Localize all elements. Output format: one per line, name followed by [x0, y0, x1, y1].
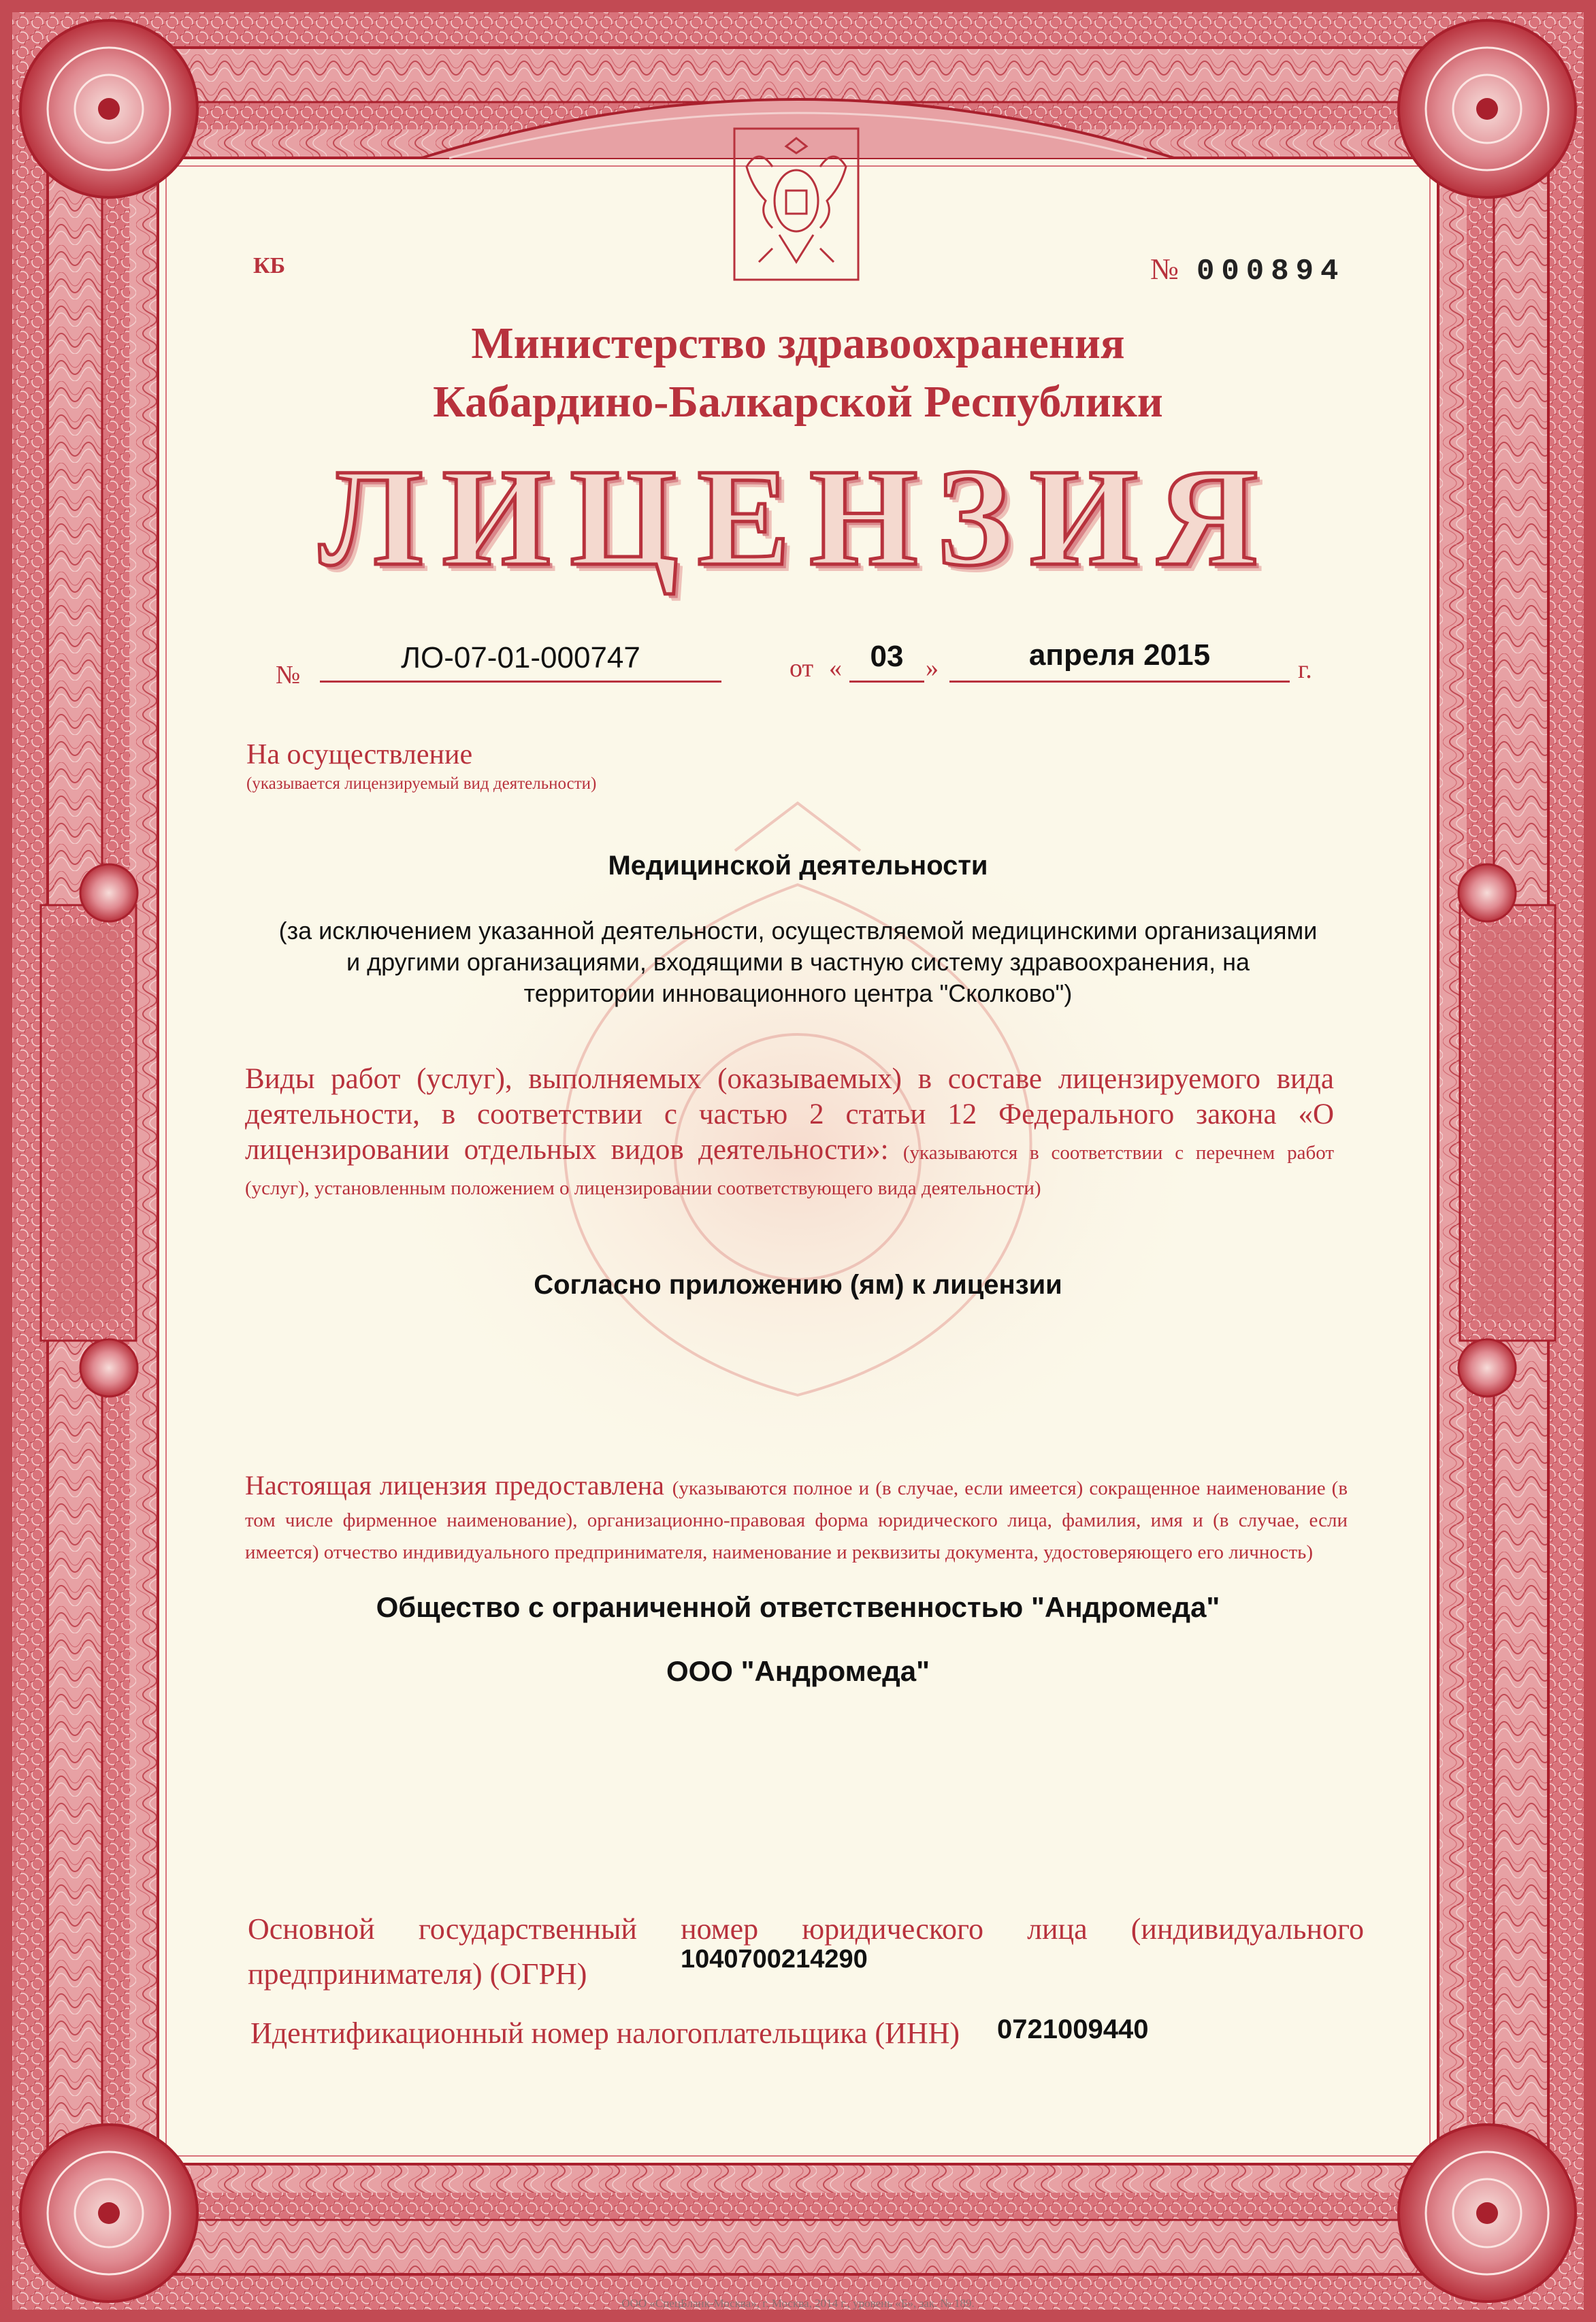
- authority-line-1: Министерство здравоохранения: [471, 318, 1125, 368]
- license-number: ЛО-07-01-000747: [401, 641, 640, 674]
- document-title: ЛИЦЕНЗИЯ: [319, 440, 1277, 595]
- blank-number: [1150, 252, 1345, 289]
- date-from-label: от: [789, 654, 814, 683]
- blank-number-value: 000894: [1196, 255, 1346, 289]
- day-underline: [849, 681, 924, 683]
- license-month-year: апреля 2015: [1028, 638, 1211, 672]
- date-quote-open: «: [829, 654, 842, 683]
- activity-description-line-1: (за исключением указанной деятельности, осуществляемой медицинскими организациями: [278, 917, 1318, 945]
- authority-line-2: Кабардино-Балкарской Республики: [433, 377, 1163, 427]
- ogrn-label: Основной государственный номер юридического лица (индивидуального предпринимателя) (ОГРН): [248, 1912, 1364, 1991]
- licensed-activity: Медицинской деятельности: [608, 851, 988, 881]
- grant-label: Настоящая лицензия предоставлена: [245, 1470, 664, 1501]
- license-number-underline: [320, 681, 721, 683]
- organization-full-name: Общество с ограниченной ответственностью "Андромеда": [376, 1591, 1220, 1623]
- purpose-label: На осуществление: [246, 739, 473, 770]
- purpose-hint: (указывается лицензируемый вид деятельности): [246, 774, 597, 793]
- inn-label: Идентификационный номер налогоплательщика (ИНН): [250, 2016, 960, 2050]
- works-section: [245, 1062, 1334, 1203]
- activity-description-line-2: и другими организациями, входящими в частную систему здравоохранения, на: [346, 948, 1250, 976]
- works-hint: (указываются в соответствии с перечнем работ (услуг), установленным положением о лицензировании соответствующего вида деятельности): [245, 1142, 1334, 1199]
- blank-series: КБ: [253, 253, 286, 278]
- blank-number-sign: №: [1150, 252, 1180, 286]
- works-label: Виды работ (услуг), выполняемых (оказываемых) в составе лицензируемого вида деятельности, в соответствии с частью 2 статьи 12 Федерального закона «О лицензировании отдельных видов деятельности»:: [245, 1063, 1334, 1166]
- license-number-label: №: [276, 661, 301, 689]
- organization-short-name: ООО "Андромеда": [666, 1655, 930, 1687]
- ogrn-value: 1040700214290: [681, 1945, 868, 1974]
- date-quote-close: »: [926, 654, 939, 683]
- works-value: Согласно приложению (ям) к лицензии: [534, 1270, 1062, 1300]
- printer-imprint: ООО «СпецБланк-Москва», г. Москва, 2014 г., уровень «Б», зак. № 189.: [621, 2297, 975, 2310]
- grant-section: [245, 1470, 1348, 1566]
- activity-description: [191, 915, 1405, 1009]
- grant-hint: (указываются полное и (в случае, если имеется) сокращенное наименование (в том числе фирменное наименование), организационно-правовая форма юридического лица, фамилия, имя и (в случае, если имеется) отчество индивидуального предпринимателя, наименование и реквизиты документа, удостоверяющего его личность): [245, 1477, 1348, 1563]
- year-suffix: г.: [1298, 655, 1312, 684]
- activity-description-line-3: территории инновационного центра "Сколково"): [523, 979, 1073, 1007]
- inn-value: 0721009440: [997, 2014, 1149, 2044]
- license-day: 03: [870, 640, 904, 673]
- month-underline: [949, 681, 1290, 683]
- issuing-authority: [204, 314, 1392, 431]
- coat-of-arms-emblem: [732, 126, 861, 282]
